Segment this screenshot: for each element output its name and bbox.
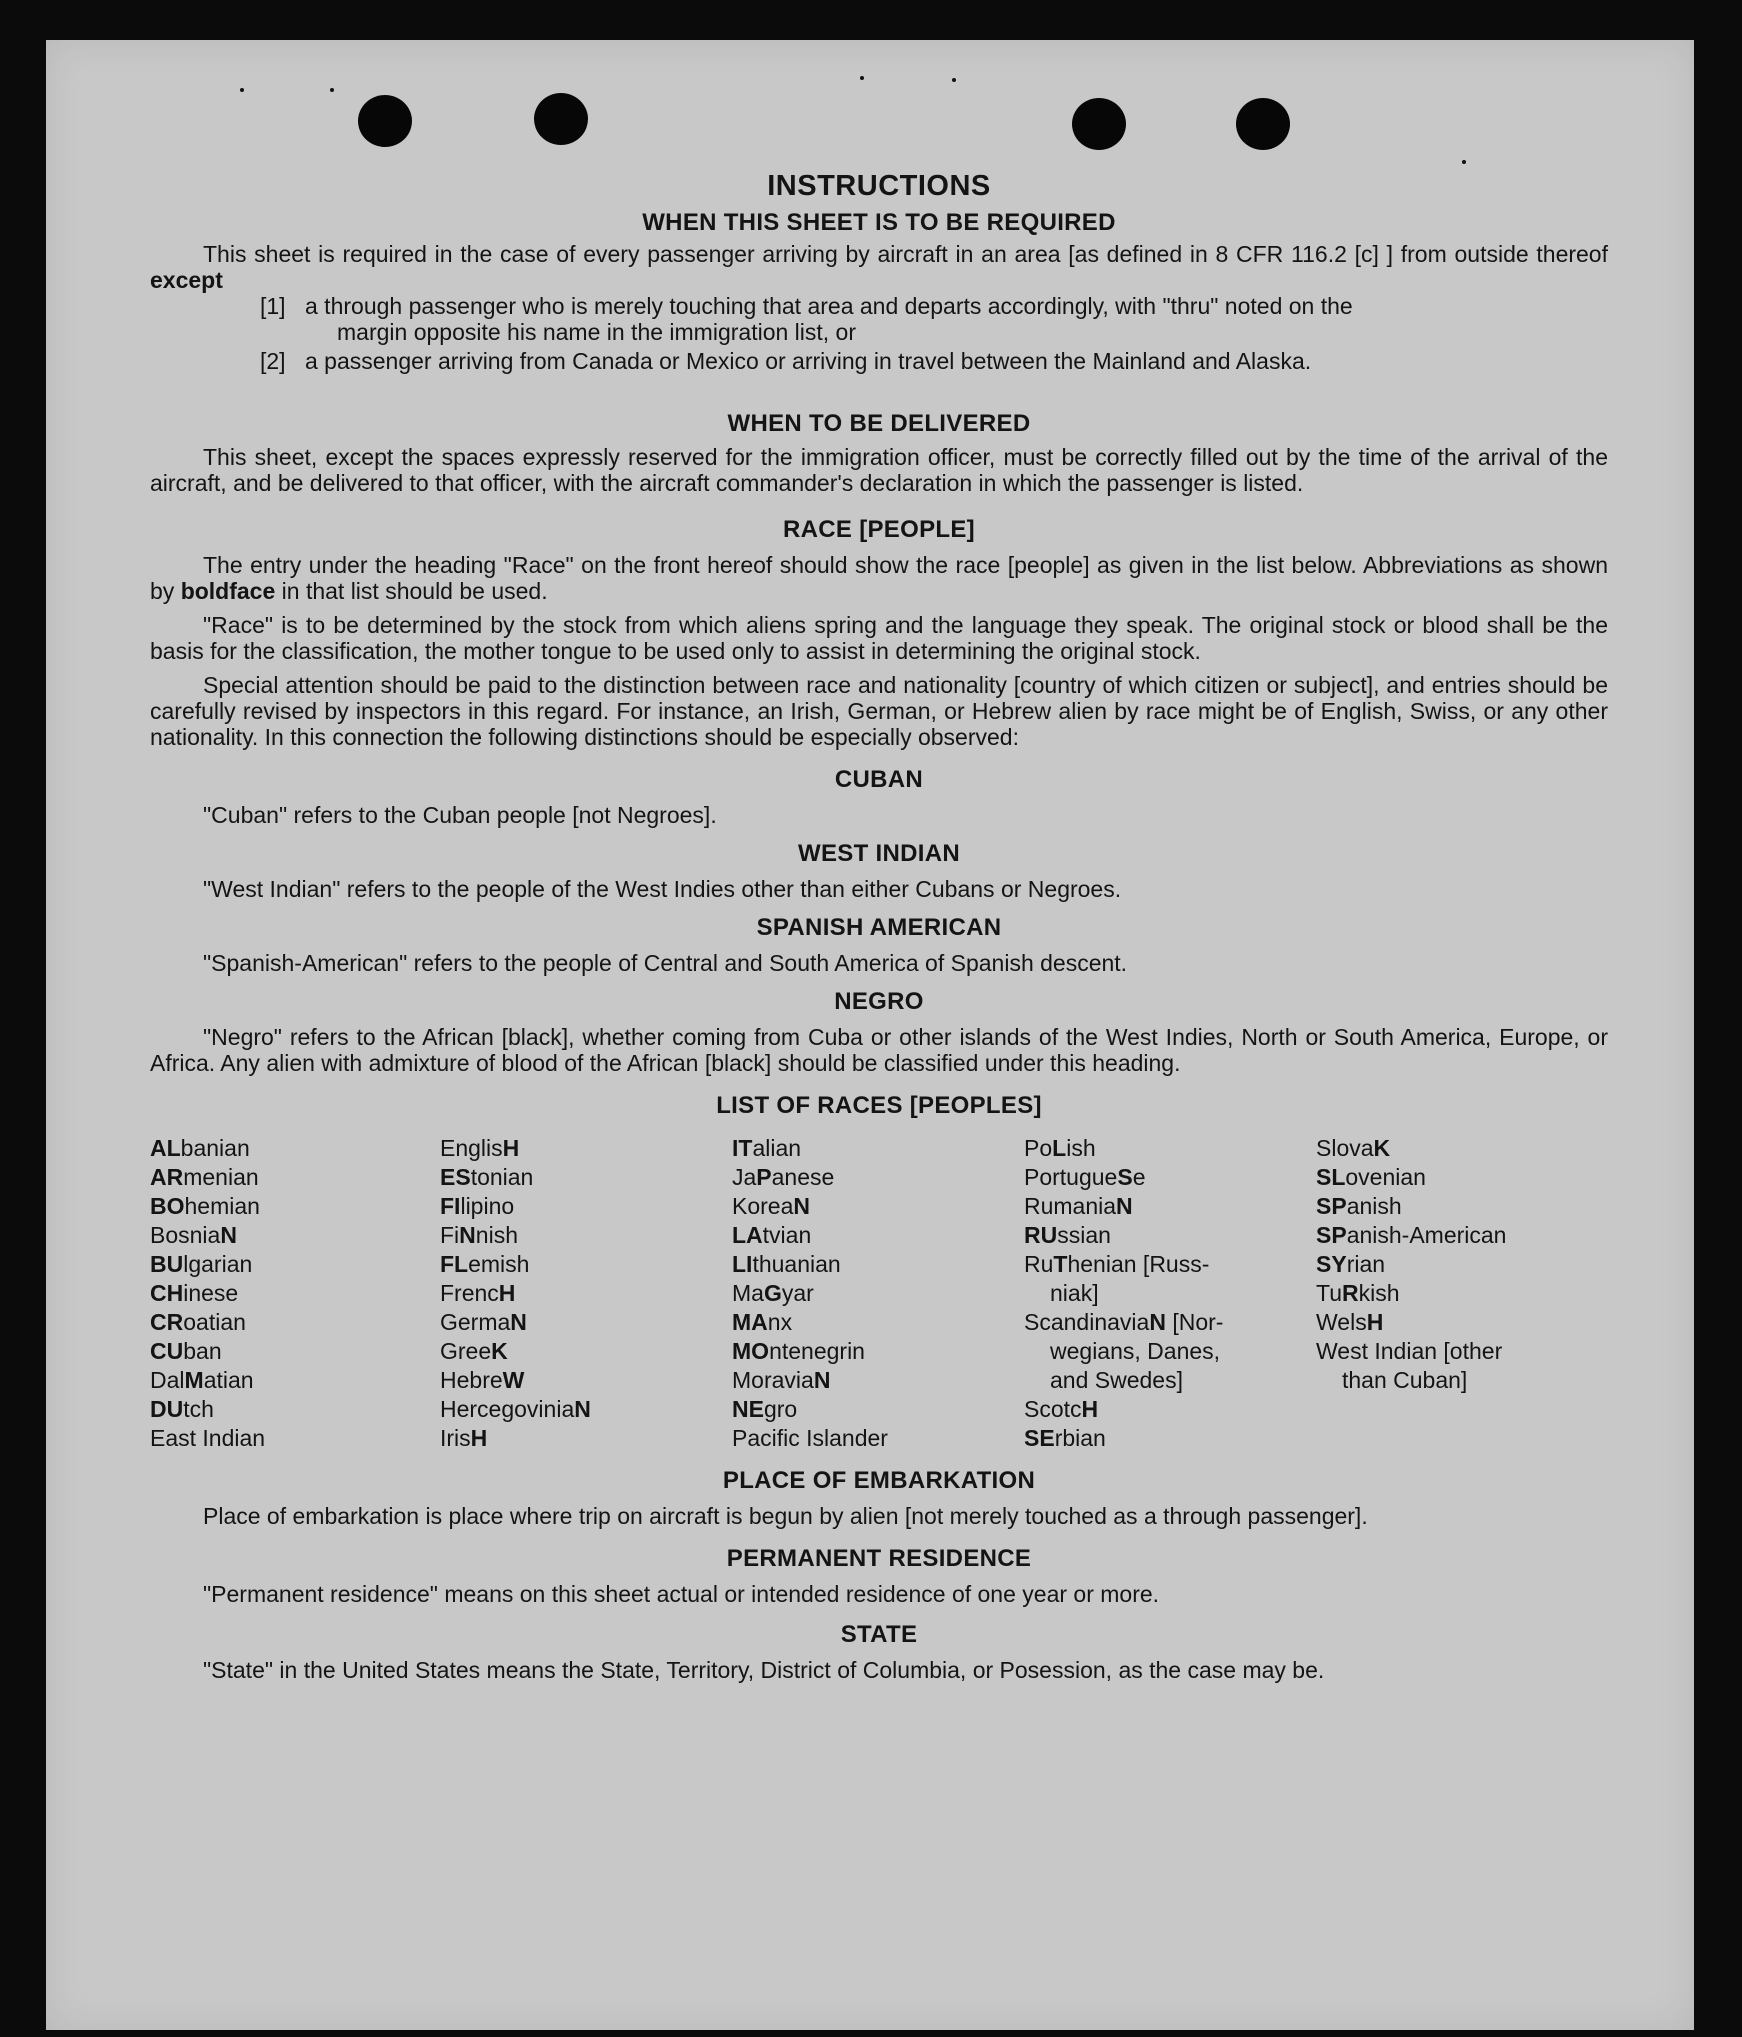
race-entry: RuThenian [Russ- <box>1024 1251 1210 1277</box>
race-entry: ALbanian <box>150 1135 250 1161</box>
speck <box>860 76 864 80</box>
race-entry: ScandinaviaN [Nor- <box>1024 1309 1224 1335</box>
race-entry: WelsH <box>1316 1309 1384 1335</box>
heading-delivered: WHEN TO BE DELIVERED <box>727 410 1031 437</box>
west-indian-text: "West Indian" refers to the people of the West Indies other than either Cubans or Negroes. <box>203 876 1122 902</box>
exception-item-1: [1] a through passenger who is merely touching that area and departs accordingly, with "thru" noted on the margin opposite his name in the immigration list, or <box>260 293 1353 345</box>
negro-text: "Negro" refers to the African [black], whether coming from Cuba or other islands of the West Indies, North or South America, Europe, or Africa. Any alien with admixture of blood of the African [black] should be classified under this heading. <box>150 1024 1608 1076</box>
race-entry: HebreW <box>440 1367 525 1393</box>
race-entry: SlovaK <box>1316 1135 1391 1161</box>
exception-item-2: [2] a passenger arriving from Canada or Mexico or arriving in travel between the Mainland and Alaska. <box>260 348 1312 374</box>
race-entry: FrencH <box>440 1280 516 1306</box>
heading-state: STATE <box>840 1621 918 1648</box>
races-column-3 <box>732 1134 1024 1453</box>
race-entry: HercegoviniaN <box>440 1396 591 1422</box>
residence-text: "Permanent residence" means on this sheet actual or intended residence of one year or more. <box>203 1581 1160 1607</box>
race-entry: EStonian <box>440 1164 534 1190</box>
race-entry: MaGyar <box>732 1280 814 1306</box>
races-list <box>150 1134 1608 1453</box>
races-column-4 <box>1024 1134 1316 1453</box>
race-entry: and Swedes] <box>1050 1367 1183 1393</box>
race-entry: PoLish <box>1024 1135 1096 1161</box>
races-column-5 <box>1316 1134 1606 1453</box>
punch-hole <box>534 93 588 145</box>
race-entry: CRoatian <box>150 1309 246 1335</box>
race-entry: SYrian <box>1316 1251 1386 1277</box>
race-entry: than Cuban] <box>1342 1367 1468 1393</box>
heading-negro: NEGRO <box>834 988 924 1015</box>
race-paragraph-1: The entry under the heading "Race" on the front hereof should show the race [people] as given in the list below. Abbreviations as shown by boldface in that list should be used. <box>150 552 1608 604</box>
race-entry: KoreaN <box>732 1193 810 1219</box>
race-entry: TuRkish <box>1316 1280 1400 1306</box>
race-entry: ITalian <box>732 1135 802 1161</box>
race-entry: EnglisH <box>440 1135 520 1161</box>
race-entry: SErbian <box>1024 1425 1106 1451</box>
state-text: "State" in the United States means the State, Territory, District of Columbia, or Posession, as the case may be. <box>203 1657 1325 1683</box>
race-paragraph-3: Special attention should be paid to the distinction between race and nationality [country of which citizen or subject], and entries should be carefully revised by inspectors in this regard. For instance, an Irish, German, or Hebrew alien by race might be of English, Swiss, or any other nationality. In this connection the following distinctions should be especially observed: <box>150 672 1608 750</box>
race-entry: NEgro <box>732 1396 798 1422</box>
race-entry: wegians, Danes, <box>1050 1338 1221 1364</box>
races-column-2 <box>440 1134 732 1453</box>
race-entry: niak] <box>1050 1280 1099 1306</box>
race-entry: FIlipino <box>440 1193 515 1219</box>
race-entry: East Indian <box>150 1425 266 1451</box>
race-entry: FLemish <box>440 1251 530 1277</box>
spanish-american-text: "Spanish-American" refers to the people of Central and South America of Spanish descent. <box>203 950 1128 976</box>
heading-required: WHEN THIS SHEET IS TO BE REQUIRED <box>642 209 1116 236</box>
race-entry: CHinese <box>150 1280 239 1306</box>
race-entry: Pacific Islander <box>732 1425 888 1451</box>
race-entry: BOhemian <box>150 1193 260 1219</box>
cuban-text: "Cuban" refers to the Cuban people [not Negroes]. <box>203 802 717 828</box>
races-column-1 <box>150 1134 440 1453</box>
race-entry: RumaniaN <box>1024 1193 1133 1219</box>
race-paragraph-2: "Race" is to be determined by the stock from which aliens spring and the language they speak. The original stock or blood shall be the basis for the classification, the mother tongue to be used only to assist in determining the original stock. <box>150 612 1608 664</box>
race-entry: DalMatian <box>150 1367 254 1393</box>
race-entry: FiNnish <box>440 1222 518 1248</box>
required-intro: This sheet is required in the case of every passenger arriving by aircraft in an area [as defined in 8 CFR 116.2 [c] ] from outside thereof except <box>150 241 1608 293</box>
race-entry: MOntenegrin <box>732 1338 865 1364</box>
race-entry: SPanish <box>1316 1193 1402 1219</box>
race-entry: GermaN <box>440 1309 527 1335</box>
heading-spanish-american: SPANISH AMERICAN <box>756 914 1002 941</box>
speck <box>240 88 244 92</box>
race-entry: BosniaN <box>150 1222 237 1248</box>
race-entry: LAtvian <box>732 1222 812 1248</box>
heading-embarkation: PLACE OF EMBARKATION <box>722 1467 1036 1494</box>
delivered-text: This sheet, except the spaces expressly reserved for the immigration officer, must be correctly filled out by the time of the arrival of the aircraft, and be delivered to that officer, with the aircraft commander's declaration in which the passenger is listed. <box>150 444 1608 496</box>
race-entry: ScotcH <box>1024 1396 1099 1422</box>
race-entry: MoraviaN <box>732 1367 831 1393</box>
race-entry: BUlgarian <box>150 1251 253 1277</box>
race-entry: GreeK <box>440 1338 508 1364</box>
instructions-content <box>150 170 1608 1683</box>
heading-cuban: CUBAN <box>834 766 924 793</box>
race-entry: IrisH <box>440 1425 488 1451</box>
race-entry: SPanish-American <box>1316 1222 1507 1248</box>
punch-hole <box>1236 98 1290 150</box>
embarkation-text: Place of embarkation is place where trip on aircraft is begun by alien [not merely touched as a through passenger]. <box>203 1503 1368 1529</box>
speck <box>1462 160 1466 164</box>
race-entry: LIthuanian <box>732 1251 841 1277</box>
race-entry: DUtch <box>150 1396 214 1422</box>
heading-permanent-residence: PERMANENT RESIDENCE <box>726 1545 1032 1572</box>
race-entry: ARmenian <box>150 1164 259 1190</box>
race-entry: PortugueSe <box>1024 1164 1146 1190</box>
page-title: INSTRUCTIONS <box>767 170 991 202</box>
punch-hole <box>358 95 412 147</box>
race-entry: SLovenian <box>1316 1164 1426 1190</box>
punch-hole <box>1072 98 1126 150</box>
race-entry: JaPanese <box>732 1164 835 1190</box>
race-entry: West Indian [other <box>1316 1338 1503 1364</box>
race-entry: CUban <box>150 1338 222 1364</box>
speck <box>952 78 956 82</box>
heading-race: RACE [PEOPLE] <box>783 516 975 543</box>
speck <box>330 88 334 92</box>
heading-list-of-races: LIST OF RACES [PEOPLES] <box>716 1092 1042 1119</box>
heading-west-indian: WEST INDIAN <box>798 840 960 867</box>
race-entry: MAnx <box>732 1309 793 1335</box>
race-entry: RUssian <box>1024 1222 1111 1248</box>
